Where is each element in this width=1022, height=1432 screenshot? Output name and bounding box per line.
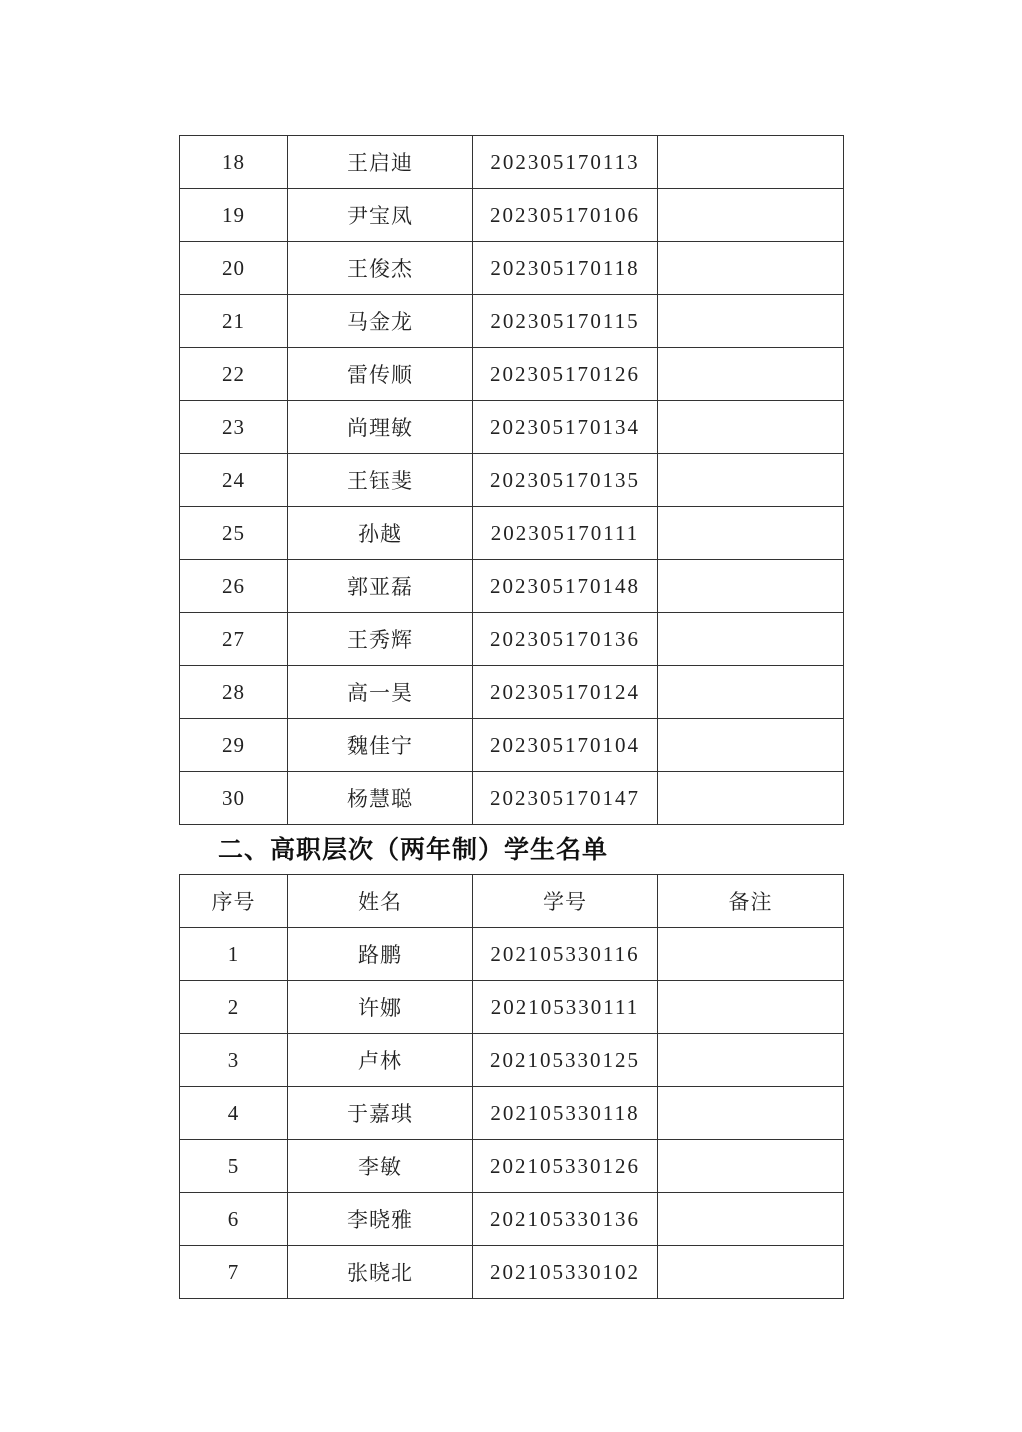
student-id: 202305170104	[473, 719, 658, 772]
remark-cell	[658, 1087, 844, 1140]
student-id: 202305170106	[473, 189, 658, 242]
row-number: 26	[180, 560, 288, 613]
table-row	[180, 454, 844, 507]
student-id: 202305170147	[473, 772, 658, 825]
student-name: 郭亚磊	[288, 560, 473, 613]
row-number: 22	[180, 348, 288, 401]
remark-cell	[658, 1034, 844, 1087]
row-number: 27	[180, 613, 288, 666]
student-id: 202305170113	[473, 136, 658, 189]
table-row	[180, 189, 844, 242]
student-id: 202305170148	[473, 560, 658, 613]
row-number: 24	[180, 454, 288, 507]
student-id: 202305170118	[473, 242, 658, 295]
table-row	[180, 507, 844, 560]
table-row	[180, 295, 844, 348]
table-row	[180, 242, 844, 295]
row-number: 19	[180, 189, 288, 242]
table-row	[180, 981, 844, 1034]
table-row	[180, 136, 844, 189]
table-header-row	[180, 875, 844, 928]
remark-cell	[658, 1140, 844, 1193]
remark-cell	[658, 613, 844, 666]
remark-cell	[658, 295, 844, 348]
student-name: 王钰斐	[288, 454, 473, 507]
table-row	[180, 1246, 844, 1299]
student-name: 孙越	[288, 507, 473, 560]
student-id: 202305170126	[473, 348, 658, 401]
table-row	[180, 1193, 844, 1246]
header-student-id: 学号	[473, 875, 658, 928]
row-number: 29	[180, 719, 288, 772]
student-name: 杨慧聪	[288, 772, 473, 825]
student-name: 尚理敏	[288, 401, 473, 454]
row-number: 2	[180, 981, 288, 1034]
row-number: 7	[180, 1246, 288, 1299]
row-number: 21	[180, 295, 288, 348]
student-table-continued-body	[180, 136, 844, 825]
row-number: 4	[180, 1087, 288, 1140]
table-row	[180, 928, 844, 981]
student-id: 202105330111	[473, 981, 658, 1034]
row-number: 6	[180, 1193, 288, 1246]
remark-cell	[658, 507, 844, 560]
remark-cell	[658, 928, 844, 981]
remark-cell	[658, 719, 844, 772]
student-id: 202305170115	[473, 295, 658, 348]
row-number: 20	[180, 242, 288, 295]
student-id: 202105330136	[473, 1193, 658, 1246]
table-row	[180, 1087, 844, 1140]
table-row	[180, 719, 844, 772]
remark-cell	[658, 348, 844, 401]
remark-cell	[658, 454, 844, 507]
student-name: 李敏	[288, 1140, 473, 1193]
student-name: 王启迪	[288, 136, 473, 189]
student-name: 雷传顺	[288, 348, 473, 401]
table-row	[180, 1140, 844, 1193]
remark-cell	[658, 1193, 844, 1246]
student-name: 尹宝凤	[288, 189, 473, 242]
row-number: 18	[180, 136, 288, 189]
student-name: 卢林	[288, 1034, 473, 1087]
row-number: 28	[180, 666, 288, 719]
table-row	[180, 1034, 844, 1087]
row-number: 30	[180, 772, 288, 825]
student-id: 202305170134	[473, 401, 658, 454]
remark-cell	[658, 666, 844, 719]
remark-cell	[658, 1246, 844, 1299]
remark-cell	[658, 981, 844, 1034]
student-table-two-year	[179, 874, 844, 1299]
student-name: 于嘉琪	[288, 1087, 473, 1140]
student-id: 202305170136	[473, 613, 658, 666]
header-no: 序号	[180, 875, 288, 928]
row-number: 23	[180, 401, 288, 454]
table-row	[180, 772, 844, 825]
student-id: 202105330126	[473, 1140, 658, 1193]
student-table-continued	[179, 135, 844, 825]
table-header	[180, 875, 844, 928]
row-number: 3	[180, 1034, 288, 1087]
remark-cell	[658, 560, 844, 613]
student-name: 张晓北	[288, 1246, 473, 1299]
student-id: 202305170135	[473, 454, 658, 507]
table-row	[180, 613, 844, 666]
student-table-two-year-body	[180, 928, 844, 1299]
student-name: 李晓雅	[288, 1193, 473, 1246]
remark-cell	[658, 136, 844, 189]
header-remark: 备注	[658, 875, 844, 928]
row-number: 1	[180, 928, 288, 981]
table-row	[180, 560, 844, 613]
student-name: 高一昊	[288, 666, 473, 719]
student-id: 202105330102	[473, 1246, 658, 1299]
student-name: 王秀辉	[288, 613, 473, 666]
header-name: 姓名	[288, 875, 473, 928]
student-id: 202105330125	[473, 1034, 658, 1087]
table-row	[180, 348, 844, 401]
remark-cell	[658, 242, 844, 295]
student-id: 202105330118	[473, 1087, 658, 1140]
row-number: 25	[180, 507, 288, 560]
remark-cell	[658, 772, 844, 825]
table-row	[180, 666, 844, 719]
table-row	[180, 401, 844, 454]
student-name: 许娜	[288, 981, 473, 1034]
row-number: 5	[180, 1140, 288, 1193]
remark-cell	[658, 401, 844, 454]
section-heading: 二、高职层次（两年制）学生名单	[218, 835, 609, 864]
student-id: 202105330116	[473, 928, 658, 981]
student-name: 王俊杰	[288, 242, 473, 295]
student-id: 202305170124	[473, 666, 658, 719]
student-id: 202305170111	[473, 507, 658, 560]
student-name: 路鹏	[288, 928, 473, 981]
student-name: 魏佳宁	[288, 719, 473, 772]
student-name: 马金龙	[288, 295, 473, 348]
remark-cell	[658, 189, 844, 242]
